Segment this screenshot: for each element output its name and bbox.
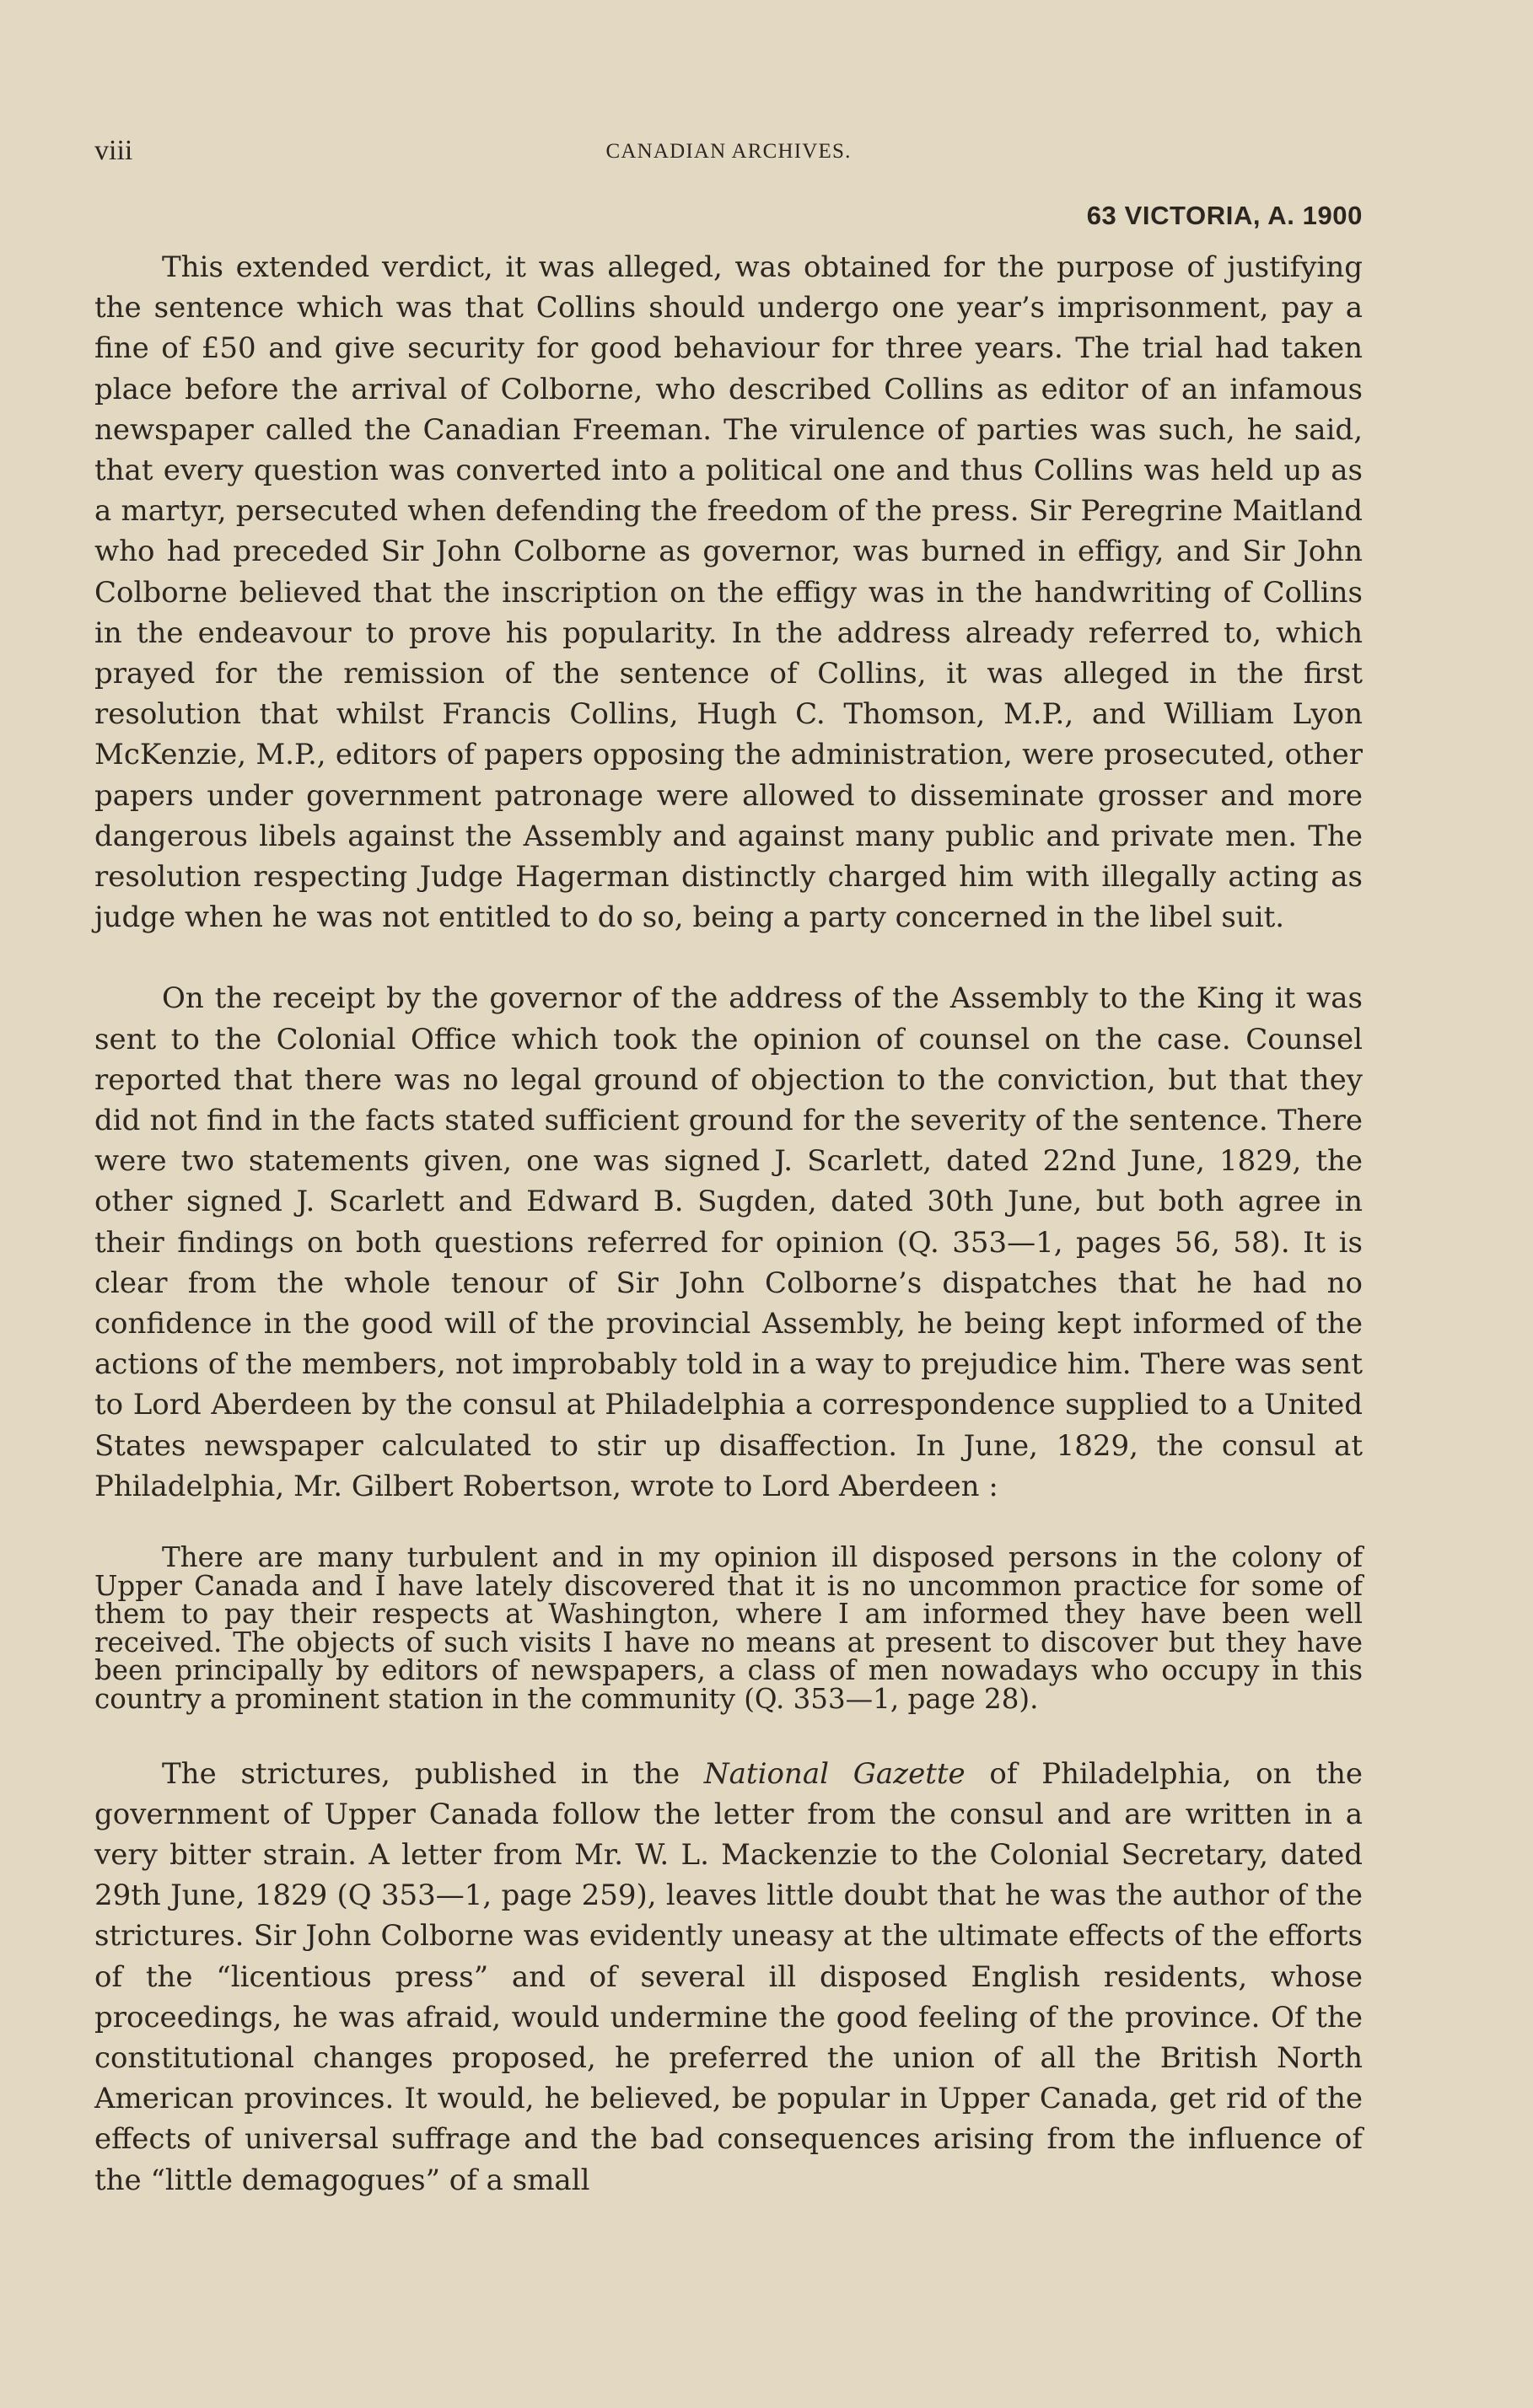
- paragraph-2: On the receipt by the governor of the address of the Assembly to the King it was sent to the Colonial Office which took the opinion of counsel on the case. Counsel reported that there was no legal ground of objection to the conviction, but that they did not find in the facts stated sufficient ground for the severity of the sentence. There were two statements given, one was signed J. Scarlett, dated 22nd June, 1829, the other signed J. Scarlett and Edward B. Sugden, dated 30th June, but both agree in their findings on both questions referred for opinion (Q. 353—1, pages 56, 58). It is clear from the whole tenour of Sir John Colborne’s dispatches that he had no confidence in the good will of the provincial Assembly, he being kept informed of the actions of the members, not improbably told in a way to prejudice him. There was sent to Lord Aberdeen by the consul at Philadelphia a correspondence supplied to a United States newspaper calculated to stir up disaffection. In June, 1829, the consul at Philadelphia, Mr. Gilbert Robertson, wrote to Lord Aberdeen :: [94, 981, 1363, 1503]
- paragraph-3-text-rest: of Philadelphia, on the government of Upper Canada follow the letter from the consul and are written in a very bitter strain. A letter from Mr. W. L. Mackenzie to the Colonial Secretary, dated 29th June, 1829 (Q 353—1, page 259), leaves little doubt that he was the author of the strictures. Sir John Colborne was evidently uneasy at the ultimate effects of the efforts of the “licentious press” and of several ill disposed English residents, whose proceedings, he was afraid, would undermine the good feeling of the province. Of the constitutional changes proposed, he preferred the union of all the British North American provinces. It would, he believed, be popular in Upper Canada, get rid of the effects of universal suffrage and the bad consequences arising from the influence of the “little demagogues” of a small: [94, 1756, 1364, 2197]
- running-head: CANADIAN ARCHIVES.: [605, 140, 852, 163]
- paragraph-3: [94, 1754, 1363, 2201]
- paragraph-3-text-start: The strictures, published in the: [162, 1756, 704, 1791]
- newspaper-title: National Gazette: [703, 1756, 966, 1791]
- session-label: 63 VICTORIA, A. 1900: [1086, 201, 1363, 230]
- body-text: [94, 247, 1363, 2201]
- page-header: [94, 135, 1363, 230]
- page-number: viii: [94, 135, 133, 166]
- block-quote: There are many turbulent and in my opinion ill disposed persons in the colony of Upper Canada and I have lately discovered that it is no uncommon practice for some of them to pay their respects at Washington, where I am informed they have been well received. The objects of such visits I have no means at present to discover but they have been principally by editors of newspapers, a class of men nowadays who occupy in this country a prominent station in the community (Q. 353—1, page 28).: [94, 1541, 1363, 1716]
- paragraph-1: This extended verdict, it was alleged, was obtained for the purpose of justifying the sentence which was that Collins should undergo one year’s imprisonment, pay a fine of £50 and give security for good behaviour for three years. The trial had taken place before the arrival of Colborne, who described Collins as editor of an infamous newspaper called the Canadian Freeman. The virulence of parties was such, he said, that every question was converted into a political one and thus Collins was held up as a martyr, persecuted when defending the freedom of the press. Sir Peregrine Maitland who had preceded Sir John Colborne as governor, was burned in effigy, and Sir John Colborne believed that the inscription on the effigy was in the handwriting of Collins in the endeavour to prove his popularity. In the address already referred to, which prayed for the remission of the sentence of Collins, it was alleged in the first resolution that whilst Francis Collins, Hugh C. Thomson, M.P., and William Lyon McKenzie, M.P., editors of papers opposing the administration, were prosecuted, other papers under government patronage were allowed to disseminate grosser and more dangerous libels against the Assembly and against many public and private men. The resolution respecting Judge Hagerman distinctly charged him with illegally acting as judge when he was not entitled to do so, being a party concerned in the libel suit.: [94, 250, 1363, 935]
